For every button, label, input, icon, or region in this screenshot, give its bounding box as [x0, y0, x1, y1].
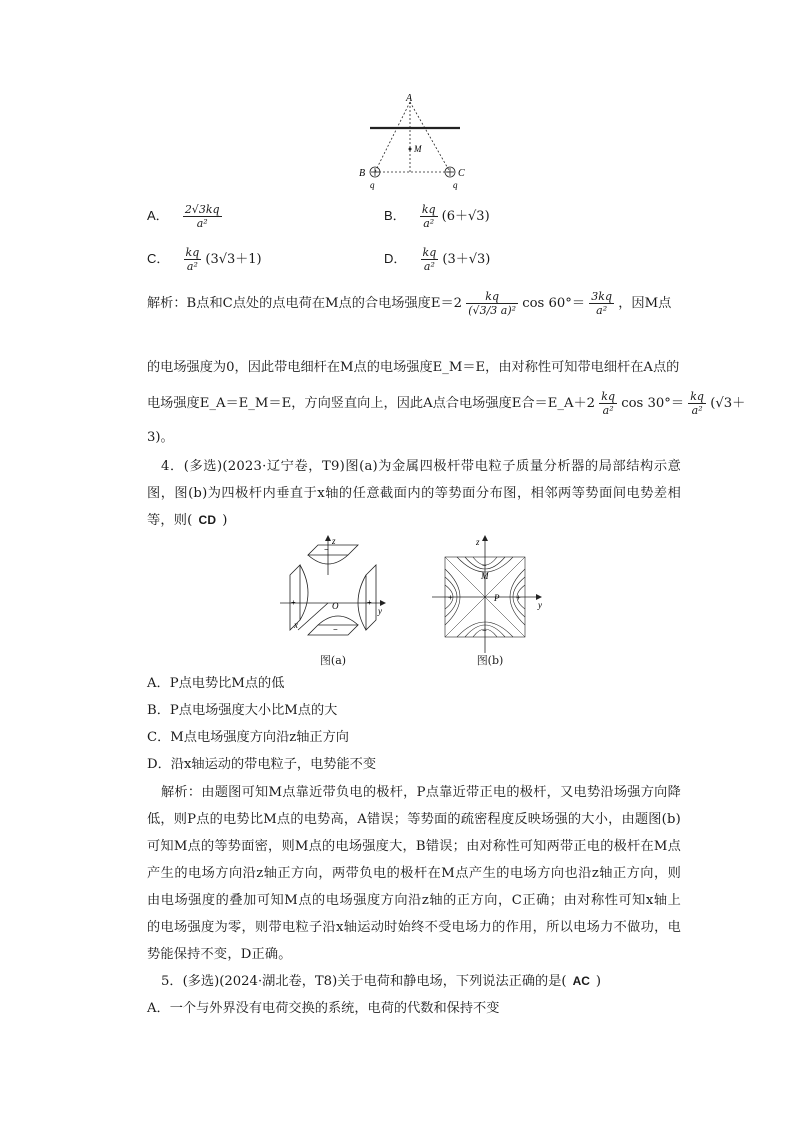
- option-tail: (6＋√3): [441, 209, 490, 224]
- q5-stem: [161, 968, 601, 995]
- q3-solution-line3: [147, 390, 745, 417]
- minus-top: −: [324, 545, 329, 554]
- option-fraction: [184, 246, 202, 273]
- q4-option-D: D．沿x轴运动的带电粒子，电势能不变: [147, 757, 377, 772]
- q4-option-B: B．P点电场强度大小比M点的大: [147, 703, 338, 718]
- label-M: M: [414, 144, 422, 154]
- q5-option-A: A．一个与外界没有电荷交换的系统，电荷的代数和保持不变: [147, 1001, 500, 1016]
- option-fraction: [420, 203, 438, 230]
- plus-right: +: [367, 598, 372, 607]
- frac-num: 2√3kq: [184, 203, 220, 216]
- fraction: [688, 390, 706, 417]
- option-label: D．: [384, 251, 407, 266]
- text: cos 60°＝: [522, 296, 586, 311]
- stem-text: 4．(多选)(2023·辽宁卷，T9)图(a)为金属四极杆带电粒子质量分析器的局部结构示意图，图(b)为四极杆内垂直于x轴的任意截面内的等势面分布图，相邻两等势面间电势差相等，则(: [147, 459, 681, 528]
- frac-den: a²: [691, 404, 703, 417]
- q4-stem: [147, 453, 681, 534]
- q3-solution-line1: [147, 290, 671, 317]
- axis-z: z: [332, 536, 336, 546]
- minus-bottom: −: [333, 625, 338, 634]
- fraction: [599, 390, 617, 417]
- quadrupole-figure-b: [430, 535, 545, 670]
- frac-den: a²: [602, 404, 614, 417]
- text: 解析：B点和C点处的点电荷在M点的合电场强度E＝2: [147, 296, 463, 311]
- frac-num: kq: [421, 203, 436, 216]
- frac-den: a²: [423, 217, 435, 230]
- fraction: [466, 290, 518, 317]
- label-q-left: q: [370, 180, 375, 190]
- label-B: B: [359, 168, 366, 179]
- frac-num: kq: [185, 246, 200, 259]
- q3-option-D: [384, 246, 490, 273]
- minus-bottom: −: [482, 626, 487, 635]
- text: ，因M点: [618, 296, 672, 311]
- plus-left: +: [448, 593, 453, 602]
- q3-option-B: [384, 203, 490, 230]
- frac-num: kq: [601, 390, 615, 403]
- axis-y: y: [538, 600, 542, 610]
- plus-right: +: [516, 593, 521, 602]
- frac-den: a²: [196, 217, 208, 230]
- option-label: C．: [147, 251, 170, 266]
- q4-solution: 解析：由题图可知M点靠近带负电的极杆，P点靠近带正电的极杆，又电势沿场强方向降低，则P点的电势比M点的电势高，A错误；等势面的疏密程度反映场强的大小，由题图(b)可知M点的等势面密，则M点的电场强度大，B错误；由对称性可知两带正电的极杆在M点产生的电场方向沿z轴正方向，两带负电的极杆在M点产生的电场方向也沿z轴正方向，则由电场强度的叠加可知M点的电场强度方向沿z轴的正方向，C正确；由对称性可知x轴上的电场强度为零，则带电粒子沿x轴运动时始终不受电场力的作用，所以电场力不做功，电势能保持不变，D正确。: [147, 785, 681, 962]
- frac-num: kq: [466, 290, 518, 304]
- fig-a-caption: 图(a): [319, 654, 347, 667]
- axis-y: y: [378, 606, 382, 616]
- text: 电场强度E_A＝E_M＝E，方向竖直向上，因此A点合电场强度E合＝E_A＋2: [147, 396, 596, 411]
- q3-option-A: [147, 203, 222, 230]
- q4-answer: CD: [198, 513, 217, 527]
- option-tail: (3＋√3): [442, 252, 491, 267]
- label-q-right: q: [453, 180, 458, 190]
- q4-option-C: C．M点电场强度方向沿z轴正方向: [147, 730, 349, 745]
- text: (√3＋: [710, 396, 746, 411]
- q4-option-A: A．P点电势比M点的低: [147, 676, 285, 691]
- plus-left: +: [291, 598, 296, 607]
- frac-den: (√3/3 a)²: [468, 304, 517, 317]
- label-A: A: [406, 93, 413, 104]
- frac-den: a²: [596, 304, 608, 317]
- q3-solution-line2: 的电场强度为0，因此带电细杆在M点的电场强度E_M＝E，由对称性可知带电细杆在A点的: [147, 360, 680, 375]
- origin-O: O: [332, 601, 339, 611]
- q3-option-C: [147, 246, 262, 273]
- stem-close: ): [222, 513, 228, 528]
- quadrupole-figure-a: [278, 535, 388, 670]
- point-P: P: [494, 593, 500, 603]
- frac-den: a²: [423, 260, 435, 273]
- frac-num: kq: [422, 246, 437, 259]
- point-M: M: [481, 571, 489, 581]
- rod-charges-figure: [350, 92, 480, 192]
- minus-top: −: [482, 561, 487, 570]
- label-C: C: [458, 168, 465, 179]
- stem-text: 5．(多选)(2024·湖北卷，T8)关于电荷和静电场，下列说法正确的是(: [161, 974, 567, 989]
- option-label: A．: [147, 208, 169, 223]
- option-fraction: [421, 246, 439, 273]
- option-tail: (3√3＋1): [205, 252, 262, 267]
- axis-x: x: [294, 620, 298, 630]
- frac-den: a²: [186, 260, 198, 273]
- q5-answer: AC: [572, 974, 590, 988]
- frac-num: 3kq: [591, 290, 613, 303]
- option-label: B．: [384, 208, 406, 223]
- frac-num: kq: [690, 390, 704, 403]
- axis-z: z: [476, 537, 480, 547]
- q3-solution-line4: 3)。: [147, 430, 174, 445]
- stem-close: ): [595, 974, 602, 989]
- fig-b-caption: 图(b): [476, 654, 504, 667]
- text: cos 30°＝: [621, 396, 685, 411]
- option-fraction: [183, 203, 222, 230]
- fraction: [589, 290, 614, 317]
